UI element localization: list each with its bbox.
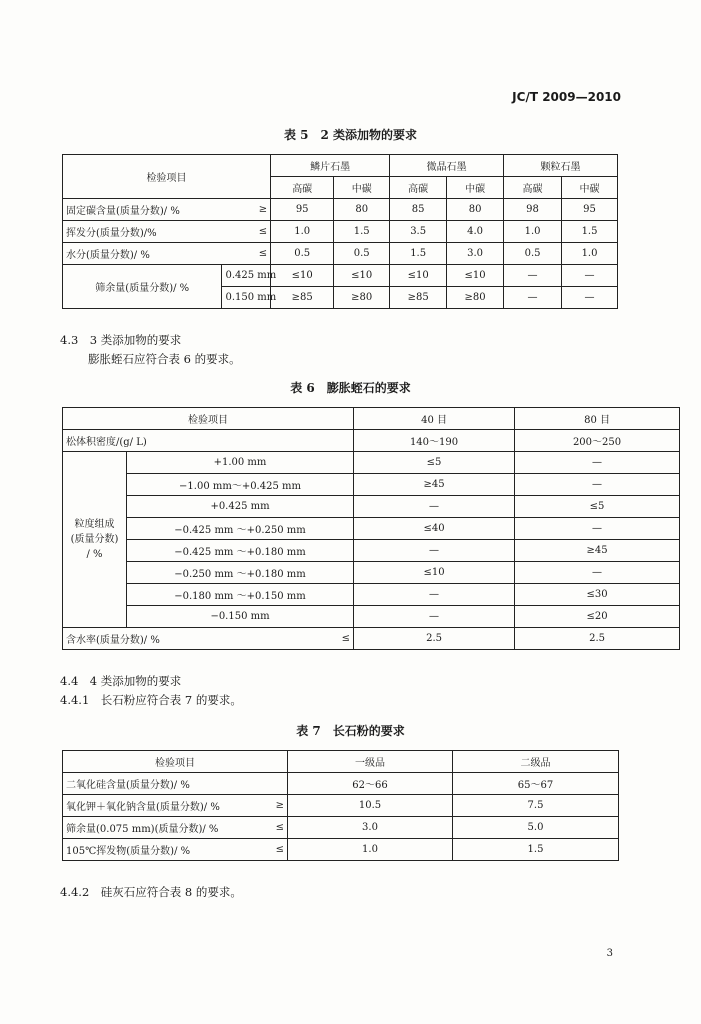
table-row	[63, 474, 680, 496]
cell: 1.0	[562, 243, 618, 265]
table5-caption: 表 5 2 类添加物的要求	[283, 128, 418, 142]
table7	[62, 750, 619, 861]
grain-label: 粒度组成 (质量分数) / %	[63, 452, 127, 628]
cell: 7.5	[453, 795, 619, 817]
cell: ≤10	[390, 265, 447, 287]
cell: —	[354, 540, 515, 562]
cell: 0.5	[334, 243, 390, 265]
table6-head-item: 检验项目	[63, 408, 354, 430]
cell: —	[515, 562, 680, 584]
cell: —	[562, 287, 618, 309]
row-symbol	[258, 773, 288, 795]
cell: —	[515, 518, 680, 540]
grain-size: −0.425 mm ～+0.250 mm	[127, 518, 354, 540]
table5-sub: 高碳	[271, 177, 334, 199]
grain-size: −1.00 mm～+0.425 mm	[127, 474, 354, 496]
row-label: 含水率(质量分数)/ %	[63, 628, 288, 650]
cell: 65～67	[453, 773, 619, 795]
cell: ≥80	[334, 287, 390, 309]
row-symbol: ≤	[222, 243, 271, 265]
cell: ≥45	[354, 474, 515, 496]
table6-col: 80 目	[515, 408, 680, 430]
cell: 85	[390, 199, 447, 221]
page-number: 3	[606, 948, 613, 959]
cell: —	[354, 584, 515, 606]
cell: ≤30	[515, 584, 680, 606]
table7-caption: 表 7 长石粉的要求	[296, 724, 405, 738]
row-label: 氧化钾＋氧化钠含量(质量分数)/ %	[63, 795, 258, 817]
cell: 3.0	[447, 243, 504, 265]
cell: 1.0	[271, 221, 334, 243]
table6-col: 40 目	[354, 408, 515, 430]
row-label: 松体积密度/(g/ L)	[63, 430, 354, 452]
row-symbol: ≤	[258, 817, 288, 839]
table-row	[63, 606, 680, 628]
cell: 5.0	[453, 817, 619, 839]
table-row	[63, 562, 680, 584]
table-row	[63, 199, 618, 221]
cell: ≤10	[447, 265, 504, 287]
table-row	[63, 817, 619, 839]
table5-sub: 高碳	[504, 177, 562, 199]
cell: 98	[504, 199, 562, 221]
table5-sub: 高碳	[390, 177, 447, 199]
table5-group: 鳞片石墨	[271, 155, 390, 177]
table5-group: 颗粒石墨	[504, 155, 618, 177]
table5-head-item: 检验项目	[63, 155, 271, 199]
row-label: 筛余量(0.075 mm)(质量分数)/ %	[63, 817, 258, 839]
table-row	[63, 540, 680, 562]
cell: ≤5	[354, 452, 515, 474]
table-row	[63, 265, 618, 287]
table7-head-item: 检验项目	[63, 751, 288, 773]
table-row	[63, 773, 619, 795]
table7-col: 二级品	[453, 751, 619, 773]
table-row	[63, 496, 680, 518]
grain-size: −0.250 mm ～+0.180 mm	[127, 562, 354, 584]
cell: 62～66	[288, 773, 453, 795]
cell: 140～190	[354, 430, 515, 452]
cell: 1.5	[334, 221, 390, 243]
cell: ≤10	[271, 265, 334, 287]
table5-sub: 中碳	[562, 177, 618, 199]
cell: 2.5	[354, 628, 515, 650]
cell: —	[354, 496, 515, 518]
row-symbol: ≤	[288, 628, 354, 650]
grain-size: −0.180 mm ～+0.150 mm	[127, 584, 354, 606]
cell: 1.0	[504, 221, 562, 243]
cell: 0.5	[504, 243, 562, 265]
table-row	[63, 584, 680, 606]
table-row	[63, 518, 680, 540]
cell: ≤5	[515, 496, 680, 518]
table7-col: 一级品	[288, 751, 453, 773]
row-label: 挥发分(质量分数)/%	[63, 221, 222, 243]
subsection-text: 4.4.2 硅灰石应符合表 8 的要求。	[60, 885, 242, 899]
cell: —	[504, 265, 562, 287]
cell: 1.5	[390, 243, 447, 265]
cell: 4.0	[447, 221, 504, 243]
table6-caption: 表 6 膨胀蛭石的要求	[290, 381, 411, 395]
sieve-label: 筛余量(质量分数)/ %	[63, 265, 222, 309]
cell: ≥80	[447, 287, 504, 309]
cell: 3.0	[288, 817, 453, 839]
cell: —	[562, 265, 618, 287]
cell: —	[504, 287, 562, 309]
cell: —	[515, 474, 680, 496]
row-label: 水分(质量分数)/ %	[63, 243, 222, 265]
cell: —	[515, 452, 680, 474]
table5	[62, 154, 618, 309]
cell: 10.5	[288, 795, 453, 817]
table-row	[63, 452, 680, 474]
cell: 2.5	[515, 628, 680, 650]
cell: 95	[271, 199, 334, 221]
cell: ≥45	[515, 540, 680, 562]
table-row	[63, 628, 680, 650]
table-row	[63, 221, 618, 243]
paragraph: 膨胀蛭石应符合表 6 的要求。	[88, 352, 241, 366]
cell: 200～250	[515, 430, 680, 452]
cell: 0.5	[271, 243, 334, 265]
grain-size: +0.425 mm	[127, 496, 354, 518]
subsection-text: 4.4.1 长石粉应符合表 7 的要求。	[60, 693, 242, 707]
sieve-size: 0.150 mm	[222, 287, 271, 309]
table-row	[63, 430, 680, 452]
grain-size: −0.150 mm	[127, 606, 354, 628]
section-heading: 4.4 4 类添加物的要求	[60, 674, 182, 688]
cell: ≤40	[354, 518, 515, 540]
cell: ≤10	[334, 265, 390, 287]
cell: ≥85	[271, 287, 334, 309]
document-code: JC/T 2009—2010	[512, 90, 621, 104]
cell: 1.0	[288, 839, 453, 861]
row-label: 105℃挥发物(质量分数)/ %	[63, 839, 258, 861]
cell: —	[354, 606, 515, 628]
cell: 80	[334, 199, 390, 221]
row-symbol: ≤	[222, 221, 271, 243]
cell: ≥85	[390, 287, 447, 309]
grain-size: +1.00 mm	[127, 452, 354, 474]
section-heading: 4.3 3 类添加物的要求	[60, 333, 182, 347]
row-label: 固定碳含量(质量分数)/ %	[63, 199, 222, 221]
table5-sub: 中碳	[447, 177, 504, 199]
grain-size: −0.425 mm ～+0.180 mm	[127, 540, 354, 562]
cell: ≤20	[515, 606, 680, 628]
row-label: 二氧化硅含量(质量分数)/ %	[63, 773, 258, 795]
cell: 80	[447, 199, 504, 221]
sieve-size: 0.425 mm	[222, 265, 271, 287]
table-row	[63, 839, 619, 861]
row-symbol: ≥	[222, 199, 271, 221]
table-row	[63, 795, 619, 817]
cell: 1.5	[453, 839, 619, 861]
row-symbol: ≥	[258, 795, 288, 817]
table6	[62, 407, 680, 650]
row-symbol: ≤	[258, 839, 288, 861]
table5-group: 微晶石墨	[390, 155, 504, 177]
table5-sub: 中碳	[334, 177, 390, 199]
cell: 3.5	[390, 221, 447, 243]
cell: 95	[562, 199, 618, 221]
table-row	[63, 243, 618, 265]
cell: 1.5	[562, 221, 618, 243]
cell: ≤10	[354, 562, 515, 584]
